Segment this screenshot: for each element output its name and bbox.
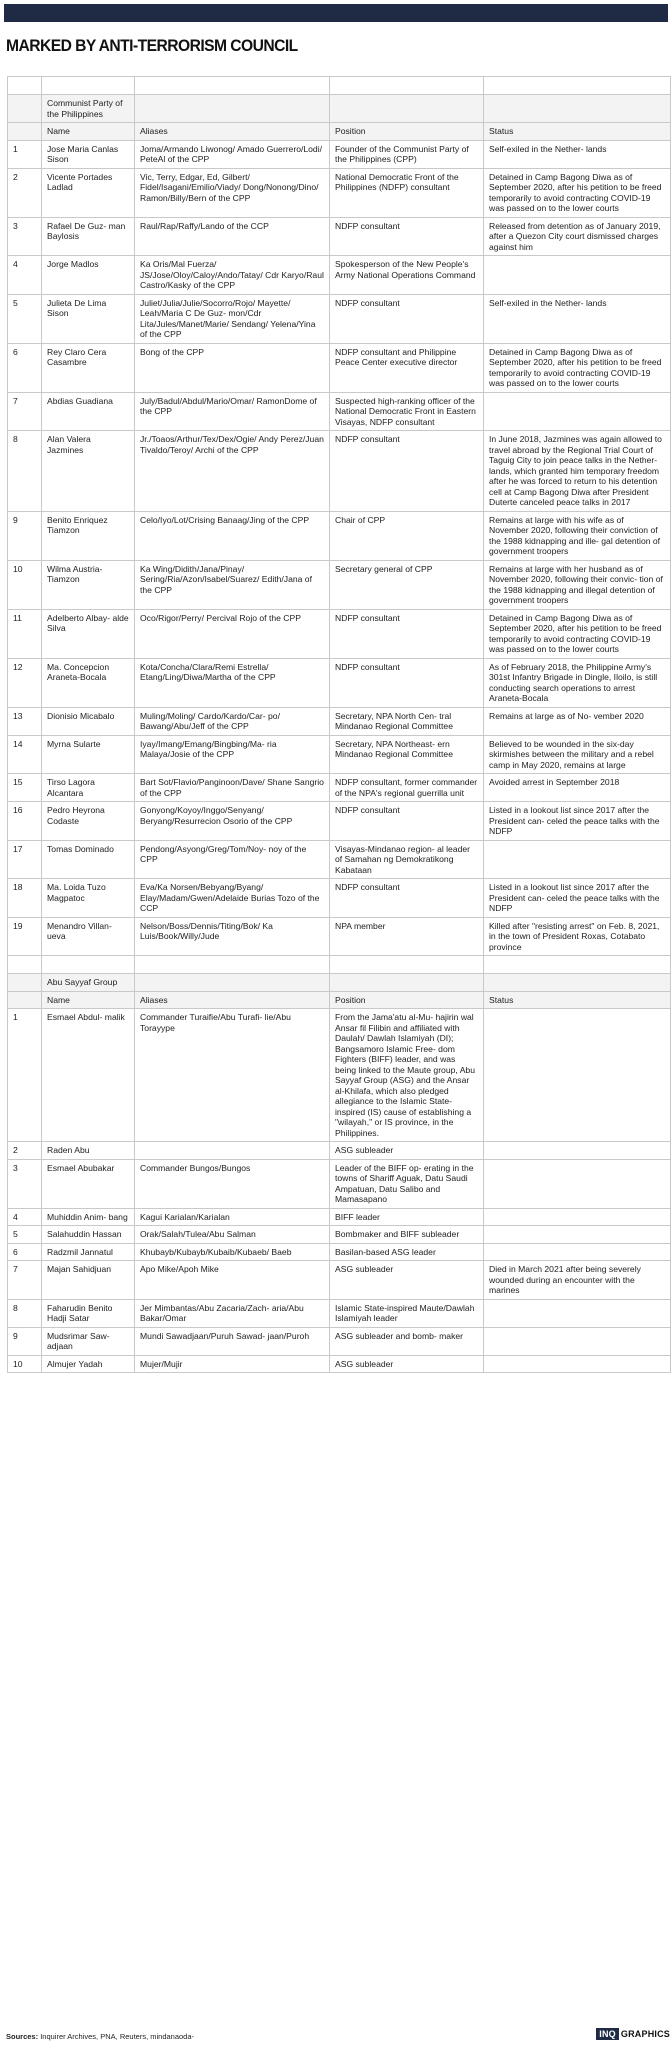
top-accent-bar — [4, 4, 668, 22]
cell-aliases: Nelson/Boss/Dennis/Titing/Bok/ Ka Luis/Book/Willy/Jude — [135, 917, 330, 956]
cell-status: Remains at large with his wife as of November 2020, following their conviction of the 1988 kidnapping and ille- gal detention of government troopers — [484, 511, 671, 560]
cell-no: 6 — [8, 343, 42, 392]
header-row — [8, 123, 671, 141]
cell-name: Raden Abu — [42, 1142, 135, 1160]
cell-status — [484, 1208, 671, 1226]
cell-aliases: Jer Mimbantas/Abu Zacaria/Zach- aria/Abu Bakar/Omar — [135, 1299, 330, 1327]
cell-position: NDFP consultant — [330, 658, 484, 707]
cell-status: Self-exiled in the Nether- lands — [484, 294, 671, 343]
table-row — [8, 1261, 671, 1300]
table-row — [8, 609, 671, 658]
cell-status: Remains at large as of No- vember 2020 — [484, 707, 671, 735]
cell-status: Detained in Camp Bagong Diwa as of September 2020, after his petition to be freed temporarily to avoid contracting COVID-19 was passed on to the lower courts — [484, 609, 671, 658]
table-row — [8, 431, 671, 512]
table-row — [8, 879, 671, 918]
blank-cell — [484, 956, 671, 974]
cell-aliases — [135, 1142, 330, 1160]
cell-status — [484, 256, 671, 295]
cell-aliases: Juliet/Julia/Julie/Socorro/Rojo/ Mayette/ Leah/Maria C De Guz- mon/Cdr Lita/Jules/Manet/Marie/ Sendang/ Yelena/Yina of the CPP — [135, 294, 330, 343]
blank-cell — [484, 77, 671, 95]
cell-position: Secretary general of CPP — [330, 560, 484, 609]
cell-name: Ma. Loida Tuzo Magpatoc — [42, 879, 135, 918]
group-name: Communist Party of the Philippines — [42, 95, 135, 123]
table-row — [8, 1142, 671, 1160]
blank-cell — [330, 77, 484, 95]
table-row — [8, 917, 671, 956]
blank-row — [8, 956, 671, 974]
cell-name: Tomas Dominado — [42, 840, 135, 879]
sources-line — [6, 2032, 194, 2041]
cell-aliases: Orak/Salah/Tulea/Abu Salman — [135, 1226, 330, 1244]
cell-position: NDFP consultant — [330, 879, 484, 918]
cell-aliases: July/Badul/Abdul/Mario/Omar/ RamonDome of the CPP — [135, 392, 330, 431]
column-header-aliases: Aliases — [135, 991, 330, 1009]
blank-cell — [8, 956, 42, 974]
header-row — [8, 991, 671, 1009]
table-row — [8, 140, 671, 168]
blank-cell — [42, 77, 135, 95]
cell-name: Myrna Sularte — [42, 735, 135, 774]
cell-position: ASG subleader — [330, 1261, 484, 1300]
cell-name: Mudsrimar Saw- adjaan — [42, 1327, 135, 1355]
cell-no: 7 — [8, 1261, 42, 1300]
cell-status: As of February 2018, the Philippine Army's 301st Infantry Brigade in Dingle, Iloilo, is still conducting search operations to arrest Araneta-Bocala — [484, 658, 671, 707]
cell-no: 6 — [8, 1243, 42, 1261]
cell-name: Menandro Villan- ueva — [42, 917, 135, 956]
table-row — [8, 774, 671, 802]
cell-no: 9 — [8, 511, 42, 560]
cell-name: Salahuddin Hassan — [42, 1226, 135, 1244]
cell-aliases: Commander Bungos/Bungos — [135, 1159, 330, 1208]
table-body — [8, 77, 671, 1373]
table-row — [8, 1159, 671, 1208]
cell-aliases: Bong of the CPP — [135, 343, 330, 392]
cell-position: From the Jama'atu al-Mu- hajirin wal Ansar fil Filibin and affiliated with Daulah/ Dawlah Islamiyah (DI); Bangsamoro Islamic Free- dom Fighters (BIFF) leader, and was being linked to the Maute group, Abu Sayyaf Group (ASG) and the Ansar al-Khilafa, which also pledged allegiance to the Islamic State-inspired (IS) cause of establishing a "wilayah," or IS province, in the Philippines. — [330, 1009, 484, 1142]
table-row — [8, 392, 671, 431]
cell-no: 14 — [8, 735, 42, 774]
group-spacer-cell — [135, 95, 330, 123]
table-row — [8, 1208, 671, 1226]
cell-position: Secretary, NPA North Cen- tral Mindanao Regional Committee — [330, 707, 484, 735]
cell-name: Julieta De Lima Sison — [42, 294, 135, 343]
cell-position: Visayas-Mindanao region- al leader of Samahan ng Demokratikong Kabataan — [330, 840, 484, 879]
cell-position: Basilan-based ASG leader — [330, 1243, 484, 1261]
cell-status: Killed after "resisting arrest" on Feb. 8, 2021, in the town of President Roxas, Cotabato province — [484, 917, 671, 956]
group-row — [8, 974, 671, 992]
cell-position: NPA member — [330, 917, 484, 956]
group-spacer-cell — [484, 95, 671, 123]
cell-no: 10 — [8, 560, 42, 609]
cell-aliases: Celo/Iyo/Lot/Crising Banaag/Jing of the CPP — [135, 511, 330, 560]
cell-position: NDFP consultant — [330, 609, 484, 658]
cell-no: 2 — [8, 1142, 42, 1160]
cell-no: 3 — [8, 1159, 42, 1208]
table-row — [8, 840, 671, 879]
group-spacer-cell — [484, 974, 671, 992]
table-row — [8, 707, 671, 735]
table-row — [8, 256, 671, 295]
cell-aliases: Oco/Rigor/Perry/ Percival Rojo of the CPP — [135, 609, 330, 658]
blank-cell — [135, 77, 330, 95]
cell-status — [484, 1355, 671, 1373]
cell-no: 7 — [8, 392, 42, 431]
sources-label: Sources: — [6, 2032, 39, 2041]
cell-aliases: Vic, Terry, Edgar, Ed, Gilbert/ Fidel/Isagani/Emilio/Viady/ Dong/Nonong/Dino/ Ramon/Billy/Bern of the CPP — [135, 168, 330, 217]
cell-name: Esmael Abubakar — [42, 1159, 135, 1208]
cell-no: 2 — [8, 168, 42, 217]
cell-status — [484, 1327, 671, 1355]
column-header-position: Position — [330, 123, 484, 141]
table-row — [8, 217, 671, 256]
cell-position: Founder of the Communist Party of the Philippines (CPP) — [330, 140, 484, 168]
table-row — [8, 1299, 671, 1327]
cell-name: Pedro Heyrona Codaste — [42, 802, 135, 841]
cell-aliases: Jr./Toaos/Arthur/Tex/Dex/Ogie/ Andy Perez/Juan Tivaldo/Teroy/ Archi of the CPP — [135, 431, 330, 512]
cell-status: Listed in a lookout list since 2017 after the President can- celed the peace talks with the NDFP — [484, 802, 671, 841]
cell-no: 4 — [8, 1208, 42, 1226]
blank-cell — [42, 956, 135, 974]
cell-name: Muhiddin Anim- bang — [42, 1208, 135, 1226]
cell-no: 16 — [8, 802, 42, 841]
cell-aliases: Commander Turaifie/Abu Turafi- lie/Abu Torayype — [135, 1009, 330, 1142]
cell-no: 4 — [8, 256, 42, 295]
brand-graphics: GRAPHICS — [620, 2029, 670, 2039]
cell-aliases: Joma/Armando Liwonog/ Amado Guerrero/Lodi/ PeteAl of the CPP — [135, 140, 330, 168]
cell-name: Esmael Abdul- malik — [42, 1009, 135, 1142]
cell-aliases: Kagui Karialan/Karialan — [135, 1208, 330, 1226]
cell-name: Alan Valera Jazmines — [42, 431, 135, 512]
cell-position: NDFP consultant, former commander of the NPA's regional guerrilla unit — [330, 774, 484, 802]
cell-name: Jose Maria Canlas Sison — [42, 140, 135, 168]
designations-table — [7, 76, 671, 1373]
cell-aliases: Gonyong/Koyoy/Inggo/Senyang/ Beryang/Resurrecion Osorio of the CPP — [135, 802, 330, 841]
cell-name: Faharudin Benito Hadji Satar — [42, 1299, 135, 1327]
cell-position: ASG subleader — [330, 1142, 484, 1160]
brand-inq: INQ — [596, 2028, 619, 2040]
table-row — [8, 1226, 671, 1244]
table-row — [8, 168, 671, 217]
cell-aliases: Apo Mike/Apoh Mike — [135, 1261, 330, 1300]
cell-name: Tirso Lagora Alcantara — [42, 774, 135, 802]
cell-status — [484, 1009, 671, 1142]
cell-name: Dionisio Micabalo — [42, 707, 135, 735]
cell-name: Benito Enriquez Tiamzon — [42, 511, 135, 560]
column-header-aliases: Aliases — [135, 123, 330, 141]
table-row — [8, 1243, 671, 1261]
blank-cell — [330, 956, 484, 974]
column-header-name: Name — [42, 123, 135, 141]
cell-aliases: Iyay/Imang/Emang/Bingbing/Ma- ria Malaya/Josie of the CPP — [135, 735, 330, 774]
cell-no: 12 — [8, 658, 42, 707]
cell-aliases: Khubayb/Kubayb/Kubaib/Kubaeb/ Baeb — [135, 1243, 330, 1261]
cell-status: Self-exiled in the Nether- lands — [484, 140, 671, 168]
page-title: MARKED BY ANTI-TERRORISM COUNCIL — [6, 36, 298, 55]
group-spacer-cell — [330, 974, 484, 992]
cell-no: 1 — [8, 140, 42, 168]
cell-no: 8 — [8, 1299, 42, 1327]
cell-aliases: Eva/Ka Norsen/Bebyang/Byang/ Elay/Madam/Gwen/Adelaide Burias Tozo of the CCP — [135, 879, 330, 918]
cell-status — [484, 1142, 671, 1160]
cell-no: 18 — [8, 879, 42, 918]
cell-name: Almujer Yadah — [42, 1355, 135, 1373]
cell-position: NDFP consultant — [330, 802, 484, 841]
cell-position: BIFF leader — [330, 1208, 484, 1226]
cell-status: Listed in a lookout list since 2017 after the President can- celed the peace talks with the NDFP — [484, 879, 671, 918]
cell-status: Died in March 2021 after being severely wounded during an encounter with the marines — [484, 1261, 671, 1300]
cell-name: Ma. Concepcion Araneta-Bocala — [42, 658, 135, 707]
cell-no: 11 — [8, 609, 42, 658]
table-row — [8, 511, 671, 560]
cell-aliases: Ka Wing/Didith/Jana/Pinay/ Sering/Ria/Azon/Isabel/Suarez/ Edith/Jana of the CPP — [135, 560, 330, 609]
cell-no: 19 — [8, 917, 42, 956]
cell-status: In June 2018, Jazmines was again allowed to travel abroad by the Regional Trial Court of Taguig City to join peace talks in the Nether- lands, which granted him temporary freedom after he was forced to return to his detention cell at Camp Bagong Diwa after President Duterte canceled peace talks in 2017 — [484, 431, 671, 512]
cell-status: Believed to be wounded in the six-day skirmishes between the military and a rebel camp in May 2020, remains at large — [484, 735, 671, 774]
column-header-status: Status — [484, 991, 671, 1009]
cell-position: Bombmaker and BIFF subleader — [330, 1226, 484, 1244]
cell-position: NDFP consultant and Philippine Peace Center executive director — [330, 343, 484, 392]
blank-cell — [135, 956, 330, 974]
group-spacer-cell — [135, 974, 330, 992]
cell-no: 1 — [8, 1009, 42, 1142]
blank-row — [8, 77, 671, 95]
table-row — [8, 343, 671, 392]
cell-position: Secretary, NPA Northeast- ern Mindanao Regional Committee — [330, 735, 484, 774]
group-spacer-cell — [330, 95, 484, 123]
table-row — [8, 735, 671, 774]
cell-position: Suspected high-ranking officer of the National Democratic Front in Eastern Visayas, NDFP consultant — [330, 392, 484, 431]
cell-no: 15 — [8, 774, 42, 802]
cell-name: Adelberto Albay- alde Silva — [42, 609, 135, 658]
cell-status: Remains at large with her husband as of November 2020, following their convic- tion of the 1988 kidnapping and illegal detention of government troopers — [484, 560, 671, 609]
cell-position: Islamic State-inspired Maute/Dawlah Islamiyah leader — [330, 1299, 484, 1327]
cell-name: Vicente Portades Ladlad — [42, 168, 135, 217]
cell-aliases: Mundi Sawadjaan/Puruh Sawad- jaan/Puroh — [135, 1327, 330, 1355]
table-container — [7, 76, 670, 1373]
cell-status: Detained in Camp Bagong Diwa as of September 2020, after his petition to be freed temporarily to avoid contracting COVID-19 was passed on to the lower courts — [484, 343, 671, 392]
cell-position: ASG subleader — [330, 1355, 484, 1373]
cell-aliases: Bart Sot/Flavio/Panginoon/Dave/ Shane Sangrio of the CPP — [135, 774, 330, 802]
cell-status — [484, 1299, 671, 1327]
table-row — [8, 1009, 671, 1142]
cell-aliases: Mujer/Mujir — [135, 1355, 330, 1373]
column-header-position: Position — [330, 991, 484, 1009]
cell-name: Abdias Guadiana — [42, 392, 135, 431]
cell-status — [484, 1226, 671, 1244]
table-row — [8, 1327, 671, 1355]
cell-status — [484, 392, 671, 431]
cell-no: 13 — [8, 707, 42, 735]
cell-position: NDFP consultant — [330, 294, 484, 343]
cell-no: 17 — [8, 840, 42, 879]
cell-aliases: Pendong/Asyong/Greg/Tom/Noy- noy of the CPP — [135, 840, 330, 879]
sources-text: Inquirer Archives, PNA, Reuters, mindanaoda- — [40, 2032, 195, 2041]
table-row — [8, 1355, 671, 1373]
cell-position: Spokesperson of the New People's Army National Operations Command — [330, 256, 484, 295]
group-name: Abu Sayyaf Group — [42, 974, 135, 992]
header-spacer-cell — [8, 123, 42, 141]
table-row — [8, 294, 671, 343]
cell-status: Released from detention as of January 2019, after a Quezon City court dismissed charges against him — [484, 217, 671, 256]
cell-name: Majan Sahidjuan — [42, 1261, 135, 1300]
group-spacer-cell — [8, 974, 42, 992]
cell-name: Rey Claro Cera Casambre — [42, 343, 135, 392]
cell-position: National Democratic Front of the Philippines (NDFP) consultant — [330, 168, 484, 217]
table-row — [8, 658, 671, 707]
cell-no: 3 — [8, 217, 42, 256]
cell-aliases: Raul/Rap/Raffy/Lando of the CCP — [135, 217, 330, 256]
cell-position: ASG subleader and bomb- maker — [330, 1327, 484, 1355]
cell-name: Wilma Austria-Tiamzon — [42, 560, 135, 609]
group-spacer-cell — [8, 95, 42, 123]
cell-status: Detained in Camp Bagong Diwa as of September 2020, after his petition to be freed temporarily to avoid contracting COVID-19 was passed on to the lower courts — [484, 168, 671, 217]
cell-no: 8 — [8, 431, 42, 512]
cell-position: NDFP consultant — [330, 431, 484, 512]
cell-name: Rafael De Guz- man Baylosis — [42, 217, 135, 256]
cell-status — [484, 1243, 671, 1261]
cell-name: Radzmil Jannatul — [42, 1243, 135, 1261]
blank-cell — [8, 77, 42, 95]
cell-no: 5 — [8, 294, 42, 343]
table-row — [8, 802, 671, 841]
brand-logo — [596, 2028, 670, 2040]
column-header-name: Name — [42, 991, 135, 1009]
cell-aliases: Ka Oris/Mal Fuerza/ JS/Jose/Oloy/Caloy/Ando/Tatay/ Cdr Karyo/Raul Castro/Kasky of the CPP — [135, 256, 330, 295]
cell-position: Chair of CPP — [330, 511, 484, 560]
cell-position: Leader of the BIFF op- erating in the towns of Shariff Aguak, Datu Saudi Ampatuan, Datu Salibo and Mamasapano — [330, 1159, 484, 1208]
header-spacer-cell — [8, 991, 42, 1009]
cell-status: Avoided arrest in September 2018 — [484, 774, 671, 802]
cell-no: 9 — [8, 1327, 42, 1355]
cell-name: Jorge Madlos — [42, 256, 135, 295]
cell-no: 10 — [8, 1355, 42, 1373]
column-header-status: Status — [484, 123, 671, 141]
cell-aliases: Kota/Concha/Clara/Remi Estrella/ Etang/Ling/Diwa/Martha of the CPP — [135, 658, 330, 707]
cell-no: 5 — [8, 1226, 42, 1244]
table-row — [8, 560, 671, 609]
cell-status — [484, 1159, 671, 1208]
group-row — [8, 95, 671, 123]
cell-aliases: Muling/Moling/ Cardo/Kardo/Car- po/ Bawang/Abu/Jeff of the CPP — [135, 707, 330, 735]
cell-position: NDFP consultant — [330, 217, 484, 256]
cell-status — [484, 840, 671, 879]
